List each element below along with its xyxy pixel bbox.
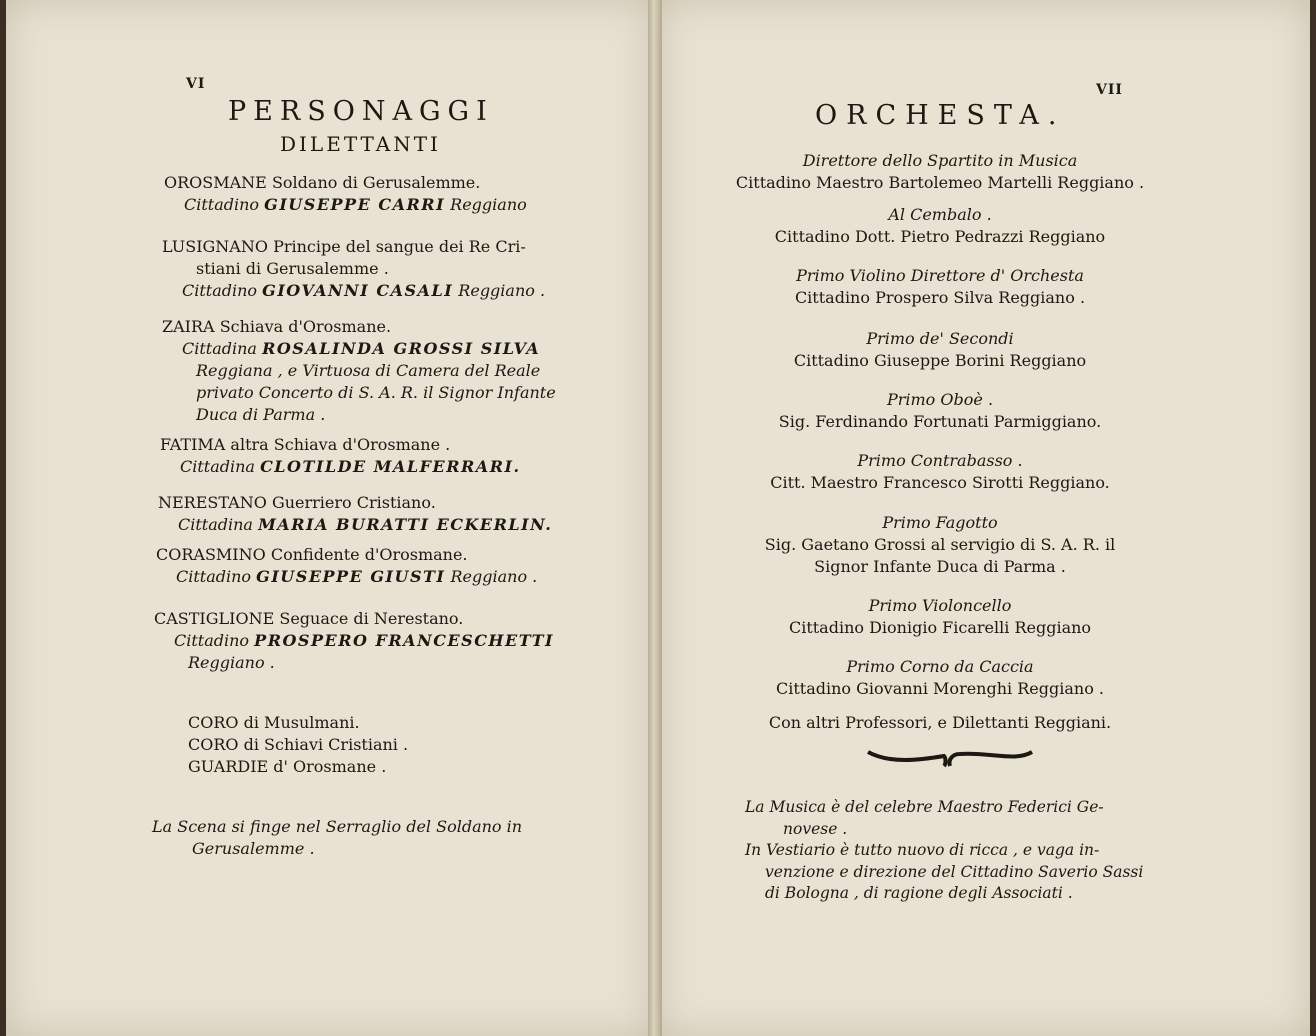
note-line: venzione e direzione del Cittadino Saverio Sassi [765, 862, 1144, 881]
orchestra-role: Primo Oboè . [886, 390, 994, 409]
role-name: NERESTANO [158, 493, 267, 512]
orchestra-entry [730, 656, 1150, 700]
role-name: CASTIGLIONE [154, 609, 275, 628]
chorus-item: CORO di Musulmani. [188, 713, 360, 732]
scene-note [152, 816, 522, 860]
performer-name: MARIA BURATTI ECKERLIN. [258, 515, 553, 534]
performer-name: GIOVANNI CASALI [262, 281, 454, 300]
performer-name: CLOTILDE MALFERRARI. [260, 457, 521, 476]
orchestra-entry [730, 328, 1150, 372]
chorus-list [188, 712, 408, 778]
page-number-left: VI [186, 76, 206, 92]
orchestra-entry [730, 265, 1150, 309]
orchestra-person: Cittadino Dionigio Ficarelli Reggiano [788, 618, 1092, 637]
performer-title: Cittadina [178, 515, 253, 534]
role-name: OROSMANE [164, 173, 267, 192]
orchestra-entry [730, 512, 1150, 578]
character-lusignano [162, 236, 545, 302]
role-desc: Seguace di Nerestano. [279, 609, 464, 628]
character-fatima [160, 434, 521, 478]
role-name: ZAIRA [162, 317, 215, 336]
orchestra-person: Signor Infante Duca di Parma . [814, 557, 1066, 576]
chorus-item: GUARDIE d' Orosmane . [188, 757, 387, 776]
orchestra-entry [730, 450, 1150, 494]
performer-title: Cittadino [174, 631, 250, 650]
orchestra-person: Sig. Ferdinando Fortunati Parmiggiano. [778, 412, 1102, 431]
orchestra-person: Cittadino Maestro Bartolemeo Martelli Reggiano . [735, 173, 1145, 192]
note-line: novese . [783, 819, 848, 838]
page-title-personaggi: PERSONAGGI [228, 96, 494, 127]
character-castiglione [154, 608, 554, 674]
performer-note: privato Concerto di S. A. R. il Signor Infante [196, 383, 556, 402]
orchestra-person: Cittadino Giuseppe Borini Reggiano [793, 351, 1087, 370]
orchestra-entry [730, 595, 1150, 639]
chorus-item: CORO di Schiavi Cristiani . [188, 735, 409, 754]
note-line: di Bologna , di ragione degli Associati . [765, 884, 1073, 902]
orchestra-person: Cittadino Dott. Pietro Pedrazzi Reggiano [774, 227, 1106, 246]
performer-origin: Reggiano . [458, 281, 546, 300]
orchestra-entry [730, 204, 1150, 248]
orchestra-role: Primo Violoncello [868, 596, 1012, 615]
scene-note-line: La Scena si finge nel Serraglio del Soldano in [152, 817, 523, 836]
orchestra-closing: Con altri Professori, e Dilettanti Reggiani. [768, 713, 1112, 732]
orchestra-role: Direttore dello Spartito in Musica [802, 151, 1078, 170]
performer-title: Cittadina [182, 339, 257, 358]
orchestra-role: Primo de' Secondi [866, 329, 1014, 348]
role-desc: Guerriero Cristiano. [271, 493, 436, 512]
performer-origin: Reggiano . [450, 567, 538, 586]
character-nerestano [158, 492, 552, 536]
character-zaira [162, 316, 556, 426]
role-desc-continued: stiani di Gerusalemme . [196, 259, 389, 278]
performer-name: GIUSEPPE CARRI [264, 195, 446, 214]
note-line: La Musica è del celebre Maestro Federici Ge- [745, 798, 1104, 816]
role-desc: Schiava d'Orosmane. [219, 317, 392, 336]
book-gutter [648, 0, 662, 1036]
character-orosmane [164, 172, 527, 216]
page-number-right: VII [1096, 82, 1123, 98]
performer-title: Cittadino [182, 281, 258, 300]
performer-title: Cittadino [184, 195, 260, 214]
role-desc: Soldano di Gerusalemme. [271, 173, 481, 192]
performer-note: Reggiana , e Virtuosa di Camera del Reale [196, 361, 541, 380]
performer-name: PROSPERO FRANCESCHETTI [254, 631, 554, 650]
performer-origin: Reggiano [450, 195, 527, 214]
performer-title: Cittadina [180, 457, 255, 476]
performer-name: GIUSEPPE GIUSTI [256, 567, 446, 586]
orchestra-person: Citt. Maestro Francesco Sirotti Reggiano. [770, 473, 1110, 492]
role-desc: Confidente d'Orosmane. [270, 545, 468, 564]
orchestra-entry [730, 150, 1150, 194]
character-corasmino [156, 544, 537, 588]
orchestra-role: Al Cembalo . [888, 205, 992, 224]
scene-note-line: Gerusalemme . [192, 839, 315, 858]
performer-name: ROSALINDA GROSSI SILVA [262, 339, 541, 358]
performer-note: Duca di Parma . [196, 405, 326, 424]
role-name: CORASMINO [156, 545, 266, 564]
orchestra-entry [730, 389, 1150, 433]
orchestra-role: Primo Violino Direttore d' Orchesta [796, 266, 1084, 285]
performer-origin: Reggiano . [188, 653, 275, 672]
orchestra-role: Primo Corno da Caccia [846, 657, 1034, 676]
orchestra-role: Primo Fagotto [882, 513, 998, 532]
subtitle-dilettanti: DILETTANTI [280, 132, 441, 156]
performer-title: Cittadino [176, 567, 252, 586]
role-name: FATIMA [160, 435, 226, 454]
note-line: In Vestiario è tutto nuovo di ricca , e vaga in- [745, 841, 1100, 859]
music-note [745, 797, 1143, 905]
role-name: LUSIGNANO [162, 237, 268, 256]
orchestra-person: Sig. Gaetano Grossi al servigio di S. A. R. il [764, 535, 1116, 554]
role-desc: Principe del sangue dei Re Cri- [273, 237, 526, 256]
ornament-divider-icon [860, 742, 1040, 772]
orchestra-person: Cittadino Giovanni Morenghi Reggiano . [775, 679, 1104, 698]
page-title-orchesta: ORCHESTA. [815, 100, 1066, 131]
orchestra-person: Cittadino Prospero Silva Reggiano . [794, 288, 1086, 307]
orchestra-role: Primo Contrabasso . [857, 451, 1023, 470]
role-desc: altra Schiava d'Orosmane . [230, 435, 451, 454]
